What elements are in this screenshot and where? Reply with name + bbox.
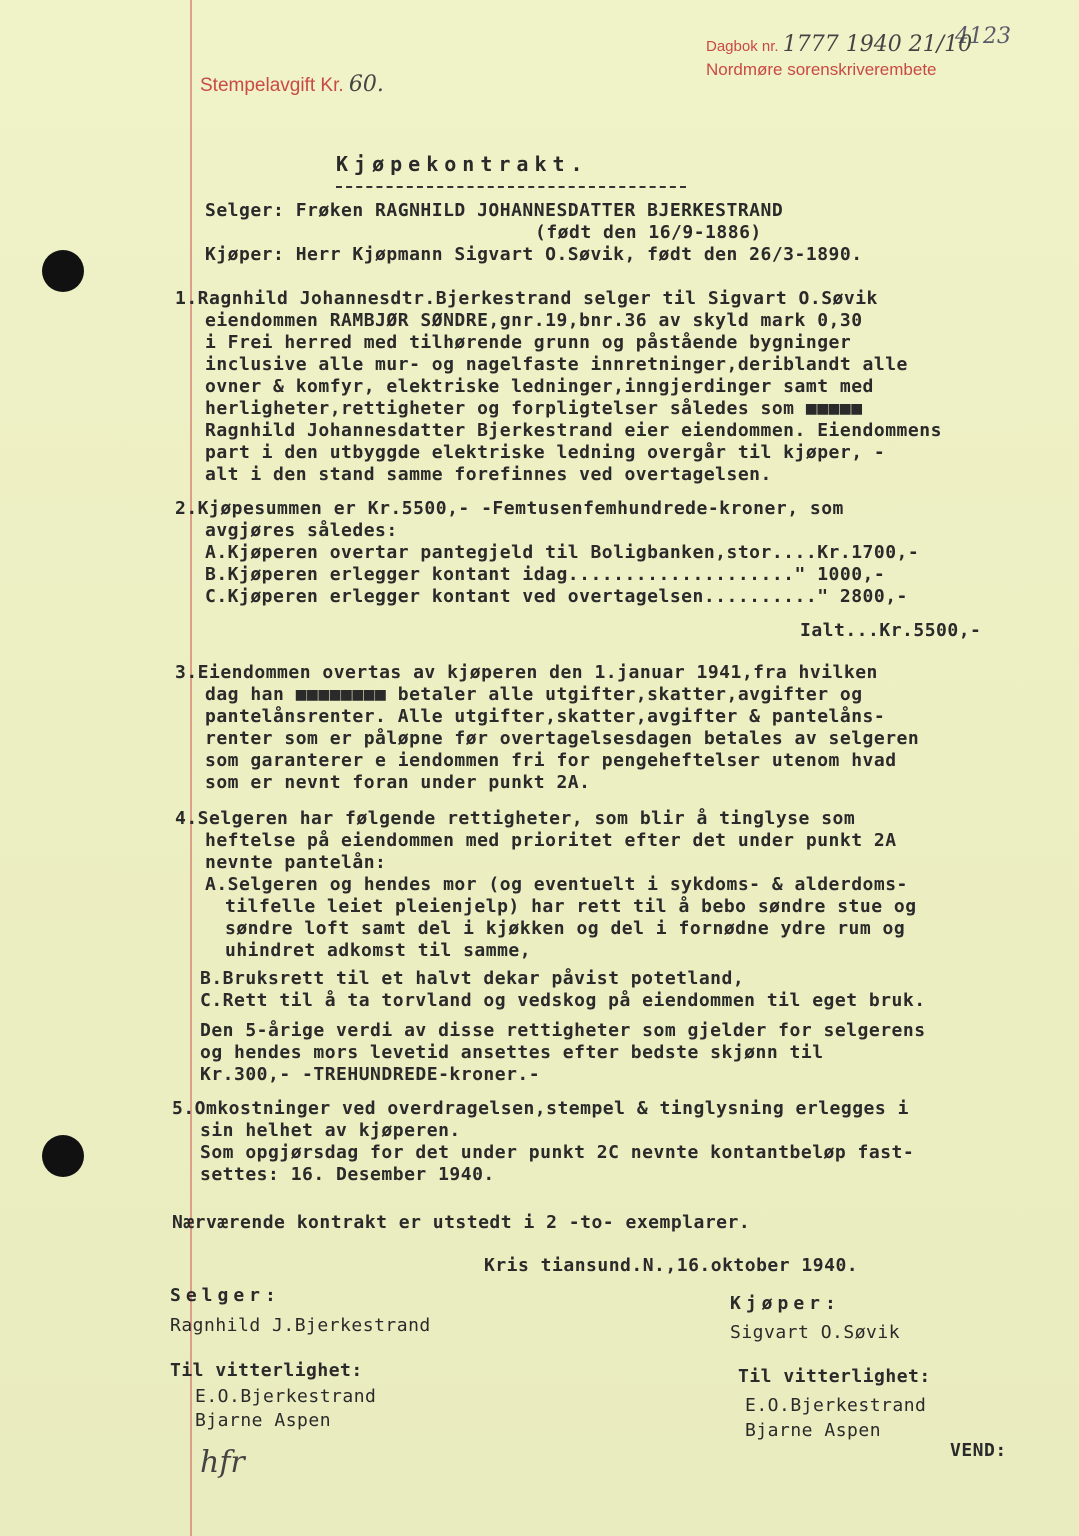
- body-line: i Frei herred med tilhørende grunn og påstående bygninger: [205, 332, 852, 353]
- body-line: inclusive alle mur- og nagelfaste innretninger,deriblandt alle: [205, 354, 908, 375]
- body-line: sin helhet av kjøperen.: [200, 1120, 461, 1141]
- seller-witness-label: Til vitterlighet:: [170, 1360, 363, 1381]
- body-line: uhindret adkomst til samme,: [225, 940, 532, 961]
- body-line: part i den utbyggde elektriske ledning overgår til kjøper, -: [205, 442, 886, 463]
- body-line: eiendommen RAMBJØR SØNDRE,gnr.19,bnr.36 av skyld mark 0,30: [205, 310, 863, 331]
- stamp-fee-value: 60.: [348, 72, 384, 97]
- body-line: A.Selgeren og hendes mor (og eventuelt i sykdoms- & alderdoms-: [205, 874, 908, 895]
- stamp-fee-label: Stempelavgift Kr.: [200, 75, 344, 96]
- punch-hole: [42, 250, 84, 292]
- seller-label: Selger:: [170, 1285, 281, 1306]
- body-line: Den 5-årige verdi av disse rettigheter som gjelder for selgerens: [200, 1020, 926, 1041]
- body-line: som er nevnt foran under punkt 2A.: [205, 772, 591, 793]
- body-line: Nærværende kontrakt er utstedt i 2 -to- exemplarer.: [172, 1212, 751, 1233]
- punch-hole: [42, 1135, 84, 1177]
- seller-witness-2: Bjarne Aspen: [195, 1410, 332, 1431]
- body-line: Kr.300,- -TREHUNDREDE-kroner.-: [200, 1064, 541, 1085]
- body-line: alt i den stand samme forefinnes ved overtagelsen.: [205, 464, 772, 485]
- body-line: Ragnhild Johannesdatter Bjerkestrand eier eiendommen. Eiendommens: [205, 420, 942, 441]
- body-line: tilfelle leiet pleienjelp) har rett til å bebo søndre stue og: [225, 896, 917, 917]
- buyer-label: Kjøper:: [730, 1293, 841, 1314]
- title-underline: [336, 186, 686, 188]
- body-line: 1.Ragnhild Johannesdtr.Bjerkestrand selger til Sigvart O.Søvik: [175, 288, 878, 309]
- body-line: Ialt...Kr.5500,-: [800, 620, 982, 641]
- body-line: C.Kjøperen erlegger kontant ved overtagelsen.........." 2800,-: [205, 586, 908, 607]
- body-line: settes: 16. Desember 1940.: [200, 1164, 495, 1185]
- seller-witness-1: E.O.Bjerkestrand: [195, 1386, 377, 1407]
- body-line: nevnte pantelån:: [205, 852, 387, 873]
- initials-mark: hfr: [200, 1445, 245, 1480]
- stamp-journal: [706, 32, 972, 57]
- document-title: Kjøpekontrakt.: [336, 152, 589, 176]
- seller-signature: Ragnhild J.Bjerkestrand: [170, 1315, 431, 1336]
- body-line: 4.Selgeren har følgende rettigheter, som blir å tinglyse som: [175, 808, 856, 829]
- stamp-journal-value: 1777 1940 21/10: [782, 32, 973, 57]
- body-line: heftelse på eiendommen med prioritet efter det under punkt 2A: [205, 830, 897, 851]
- body-line: ovner & komfyr, elektriske ledninger,inngjerdinger samt med: [205, 376, 874, 397]
- stamp-fee: [200, 72, 384, 97]
- buyer-witness-label: Til vitterlighet:: [738, 1366, 931, 1387]
- body-line: og hendes mors levetid ansettes efter bedste skjønn til: [200, 1042, 824, 1063]
- stamp-office: Nordmøre sorenskriverembete: [706, 60, 937, 79]
- body-line: B.Kjøperen erlegger kontant idag...................." 1000,-: [205, 564, 886, 585]
- seller-line: Selger: Frøken RAGNHILD JOHANNESDATTER BJERKESTRAND: [205, 200, 784, 221]
- body-line: 2.Kjøpesummen er Kr.5500,- -Femtusenfemhundrede-kroner, som: [175, 498, 844, 519]
- body-line: 3.Eiendommen overtas av kjøperen den 1.januar 1941,fra hvilken: [175, 662, 878, 683]
- buyer-witness-2: Bjarne Aspen: [745, 1420, 882, 1441]
- body-line: C.Rett til å ta torvland og vedskog på eiendommen til eget bruk.: [200, 990, 926, 1011]
- body-line: avgjøres således:: [205, 520, 398, 541]
- seller-born: (født den 16/9-1886): [535, 222, 762, 243]
- body-line: som garanterer e iendommen fri for pengeheftelser utenom hvad: [205, 750, 897, 771]
- body-line: dag han ■■■■■■■■ betaler alle utgifter,skatter,avgifter og: [205, 684, 863, 705]
- body-line: B.Bruksrett til et halvt dekar påvist potetland,: [200, 968, 745, 989]
- page-number: 4123: [955, 24, 1011, 49]
- body-line: pantelånsrenter. Alle utgifter,skatter,avgifter & pantelåns-: [205, 706, 886, 727]
- body-line: Kris tiansund.N.,16.oktober 1940.: [484, 1255, 859, 1276]
- vend-note: VEND:: [950, 1440, 1007, 1461]
- buyer-witness-1: E.O.Bjerkestrand: [745, 1395, 927, 1416]
- body-line: Som opgjørsdag for det under punkt 2C nevnte kontantbeløp fast-: [200, 1142, 915, 1163]
- body-line: renter som er påløpne før overtagelsesdagen betales av selgeren: [205, 728, 920, 749]
- stamp-journal-label: Dagbok nr.: [706, 38, 779, 55]
- body-line: søndre loft samt del i kjøkken og del i fornødne ydre rum og: [225, 918, 906, 939]
- buyer-signature: Sigvart O.Søvik: [730, 1322, 901, 1343]
- body-line: 5.Omkostninger ved overdragelsen,stempel & tinglysning erlegges i: [172, 1098, 909, 1119]
- buyer-line: Kjøper: Herr Kjøpmann Sigvart O.Søvik, født den 26/3-1890.: [205, 244, 863, 265]
- body-line: herligheter,rettigheter og forpligtelser således som ■■■■■: [205, 398, 863, 419]
- body-line: A.Kjøperen overtar pantegjeld til Boligbanken,stor....Kr.1700,-: [205, 542, 920, 563]
